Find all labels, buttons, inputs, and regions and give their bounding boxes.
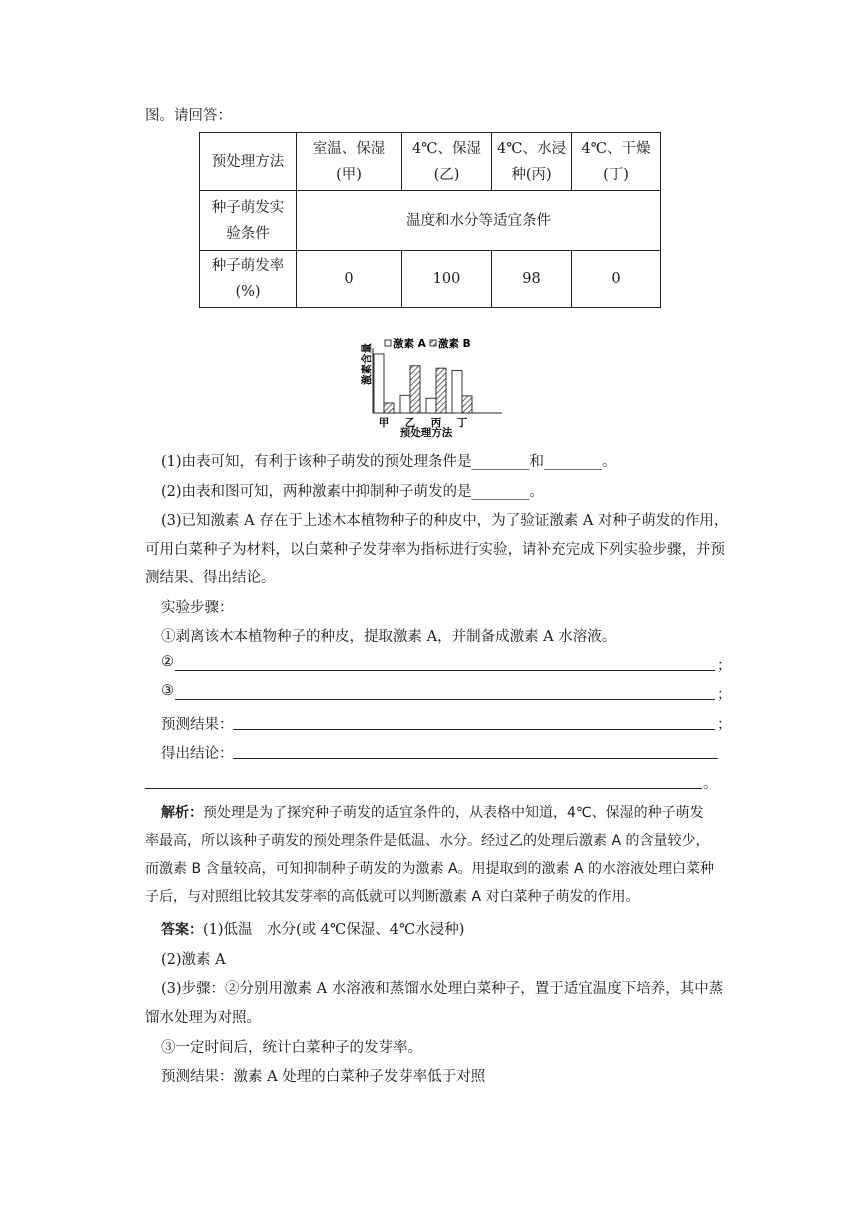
step-2-label: ② (161, 654, 174, 670)
step-1: ①剥离该木本植物种子的种皮，提取激素 A，并制备成激素 A 水溶液。 (161, 629, 617, 645)
chart-xlabel: 预处理方法 (399, 427, 453, 439)
conclude-blank-2[interactable] (145, 788, 702, 789)
rate-jia: 0 (297, 251, 402, 308)
step-3-blank[interactable] (175, 699, 715, 700)
analysis-label: 解析： (161, 805, 203, 821)
rate-yi: 100 (402, 251, 492, 308)
bar-a-2 (426, 398, 436, 413)
header-ding: 4℃、干燥 (丁) (572, 133, 661, 191)
pretreatment-table (199, 132, 661, 308)
answer-label: 答案： (161, 922, 203, 938)
question-3-line2: 可用白菜种子为材料，以白菜种子发芽率为指标进行实验，请补充完成下列实验步骤，并预 (145, 542, 725, 558)
cond-value: 温度和水分等适宜条件 (297, 191, 661, 251)
answer-line1: 答案：(1)低温 水分(或 4℃保湿、4℃水浸种) (161, 922, 465, 938)
analysis-line2: 率最高，所以该种子萌发的预处理条件是低温、水分。经过乙的处理后激素 A 的含量较少， (145, 833, 710, 849)
bar-b-2 (436, 368, 446, 413)
analysis-line1: 解析：预处理是为了探究种子萌发的适宜条件的，从表格中知道，4℃、保湿的种子萌发 (161, 805, 704, 821)
chart-ylabel: 激素含量 (361, 343, 373, 385)
intro-text: 图。请回答： (145, 108, 232, 124)
step-3-label: ③ (161, 683, 174, 699)
predict-blank[interactable] (233, 729, 715, 730)
x-tick-label-1: 乙 (404, 417, 416, 429)
answer-line4: 馏水处理为对照。 (145, 1010, 261, 1026)
step-3-semicolon: ； (717, 687, 732, 703)
question-3-line3: 测结果、得出结论。 (145, 570, 276, 586)
bar-b-0 (384, 403, 394, 413)
hormone-bar-chart (354, 334, 514, 442)
question-1: (1)由表可知，有利于该种子萌发的预处理条件是________和________。 (161, 454, 617, 470)
steps-title: 实验步骤： (161, 600, 234, 616)
conclude-blank-1[interactable] (233, 758, 718, 759)
bar-a-1 (400, 395, 410, 413)
predict-label: 预测结果： (161, 717, 234, 733)
legend-label-b: 激素 B (438, 338, 471, 350)
answer-line5: ③一定时间后，统计白菜种子的发芽率。 (161, 1040, 422, 1056)
conclude-period: 。 (703, 776, 718, 792)
step-2-semicolon: ； (717, 658, 732, 674)
legend-label-a: 激素 A (393, 338, 426, 350)
chart-legend (385, 337, 471, 350)
legend-swatch-b (430, 340, 436, 346)
header-jia: 室温、保湿 (甲) (297, 133, 402, 191)
analysis-line4: 子后，与对照组比较其发芽率的高低就可以判断激素 A 对白菜种子萌发的作用。 (145, 889, 640, 905)
x-tick-label-2: 丙 (430, 417, 442, 429)
x-tick-label-3: 丁 (456, 417, 468, 429)
conclude-label: 得出结论： (161, 746, 234, 762)
rate-ding: 0 (572, 251, 661, 308)
rate-label: 种子萌发率 (%) (200, 251, 297, 308)
header-label: 预处理方法 (200, 133, 297, 191)
question-3-line1: (3)已知激素 A 存在于上述木本植物种子的种皮中，为了验证激素 A 对种子萌发的作用， (161, 513, 729, 529)
bar-b-3 (462, 396, 472, 413)
legend-swatch-a (385, 340, 391, 346)
cond-label: 种子萌发实 验条件 (200, 191, 297, 251)
bar-b-1 (410, 366, 420, 413)
question-2: (2)由表和图可知，两种激素中抑制种子萌发的是________。 (161, 484, 545, 500)
bar-a-0 (374, 354, 384, 413)
answer-line6: 预测结果：激素 A 处理的白菜种子发芽率低于对照 (161, 1069, 486, 1085)
answer-line2: (2)激素 A (161, 952, 226, 968)
step-2-blank[interactable] (175, 670, 715, 671)
predict-semicolon: ； (717, 717, 732, 733)
rate-bing: 98 (492, 251, 572, 308)
header-bing: 4℃、水浸 种(丙) (492, 133, 572, 191)
analysis-line3: 而激素 B 含量较高，可知抑制种子萌发的为激素 A。用提取到的激素 A 的水溶液处理白菜种 (145, 861, 715, 877)
header-yi: 4℃、保湿 (乙) (402, 133, 492, 191)
bar-a-3 (452, 371, 462, 413)
x-tick-label-0: 甲 (378, 417, 390, 429)
answer-line3: (3)步骤：②分别用激素 A 水溶液和蒸馏水处理白菜种子，置于适宜温度下培养，其中蒸 (161, 981, 724, 997)
